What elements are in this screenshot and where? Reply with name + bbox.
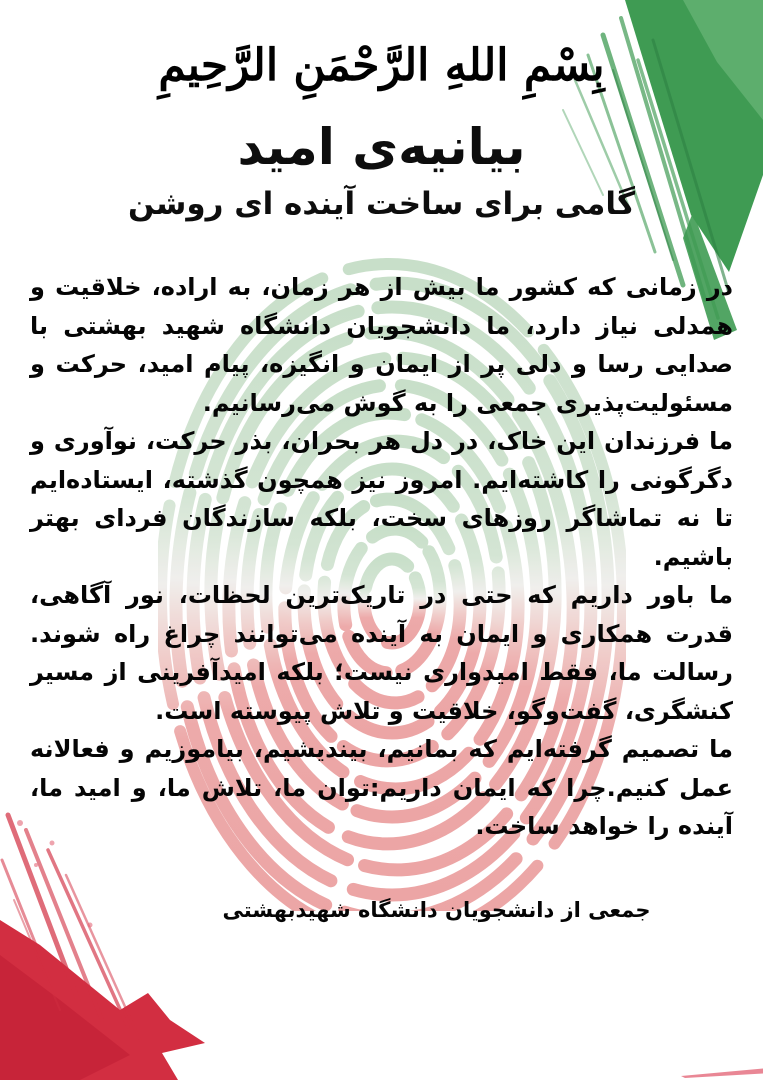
paragraph-4: ما تصمیم گرفته‌ایم که بمانیم، بیندیشیم، بیاموزیم و فعالانه عمل کنیم.چرا که ایمان داریم:توان ما، تلاش ما، و امید ما، آینده را خواهد ساخت. [30, 735, 733, 840]
paragraph-1: در زمانی که کشور ما بیش از هر زمان، به اراده، خلاقیت و همدلی نیاز دارد، ما دانشجویان دانشگاه شهید بهشتی با صدایی رسا و دلی پر از ایمان و انگیزه، پیام امید، حرکت و مسئولیت‌پذیری جمعی را به گوش می‌رسانیم. [30, 273, 733, 417]
page-subtitle: گامی برای ساخت آینده ای روشن [127, 186, 636, 222]
page-title: بیانیه‌ی امید [237, 118, 526, 176]
bismillah-calligraphy: بِسْمِ اللهِ الرَّحْمَنِ الرَّحِيمِ [158, 40, 605, 91]
paragraph-3: ما باور داریم که حتی در تاریک‌ترین لحظات، نور آگاهی، قدرت همکاری و ایمان به آینده می‌توانند چراغ راه شوند. رسالت ما، فقط امیدواری نیست؛ بلکه امیدآفرینی از مسیر کنشگری، گفت‌وگو، خلاقیت و تلاش پیوسته است. [30, 581, 733, 725]
paragraph-2: ما فرزندان این خاک، در دل هر بحران، بذر حرکت، نوآوری و دگرگونی را کاشته‌ایم. امروز نیز همچون گذشته، ایستاده‌ایم تا نه تماشاگر روزهای سخت، بلکه سازندگان فردای بهتر باشیم. [30, 427, 733, 571]
signature-line: جمعی از دانشجویان دانشگاه شهیدبهشتی [222, 897, 651, 922]
statement-body [30, 268, 733, 846]
